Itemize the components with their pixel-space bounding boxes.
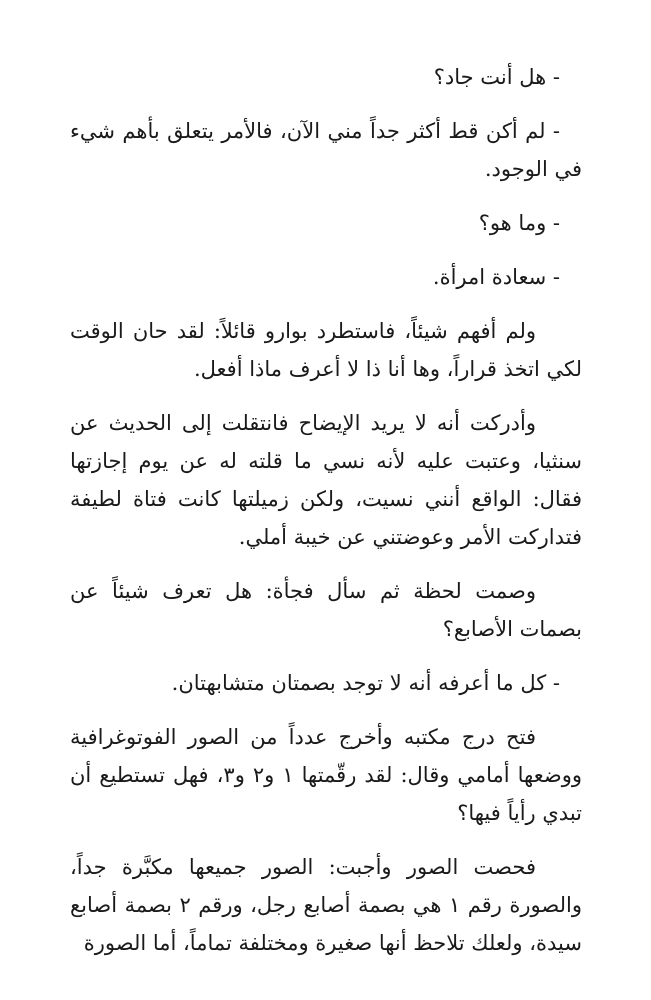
paragraph: فتح درج مكتبه وأخرج عدداً من الصور الفوتوغرافية ووضعها أمامي وقال: لقد رقّمتها ١ و٢ و٣، فهل تستطيع أن تبدي رأياً فيها؟ xyxy=(70,725,582,825)
paragraph: - لم أكن قط أكثر جداً مني الآن، فالأمر يتعلق بأهم شيء في الوجود. xyxy=(70,119,582,181)
paragraph: - وما هو؟ xyxy=(478,211,560,235)
book-page xyxy=(70,58,582,978)
paragraph: فحصت الصور وأجبت: الصور جميعها مكبَّرة جداً، والصورة رقم ١ هي بصمة أصابع رجل، ورقم ٢ بصمة أصابع سيدة، ولعلك تلاحظ أنها صغيرة ومختلفة تماماً، أما الصورة xyxy=(70,855,582,955)
paragraph: - سعادة امرأة. xyxy=(432,265,560,289)
paragraph: ولم أفهم شيئاً، فاستطرد بوارو قائلاً: لقد حان الوقت لكي اتخذ قراراً، وها أنا ذا لا أعرف ماذا أفعل. xyxy=(70,319,582,381)
paragraph: وصمت لحظة ثم سأل فجأة: هل تعرف شيئاً عن بصمات الأصابع؟ xyxy=(70,579,582,641)
paragraph: - كل ما أعرفه أنه لا توجد بصمتان متشابهتان. xyxy=(171,671,560,695)
paragraph: - هل أنت جاد؟ xyxy=(433,65,560,89)
paragraph: وأدركت أنه لا يريد الإيضاح فانتقلت إلى الحديث عن سنثيا، وعتبت عليه لأنه نسي ما قلته له عن يوم إجازتها فقال: الواقع أنني نسيت، ولكن زميلتها كانت فتاة لطيفة فتداركت الأمر وعوضتني عن خيبة أملي. xyxy=(70,411,582,549)
